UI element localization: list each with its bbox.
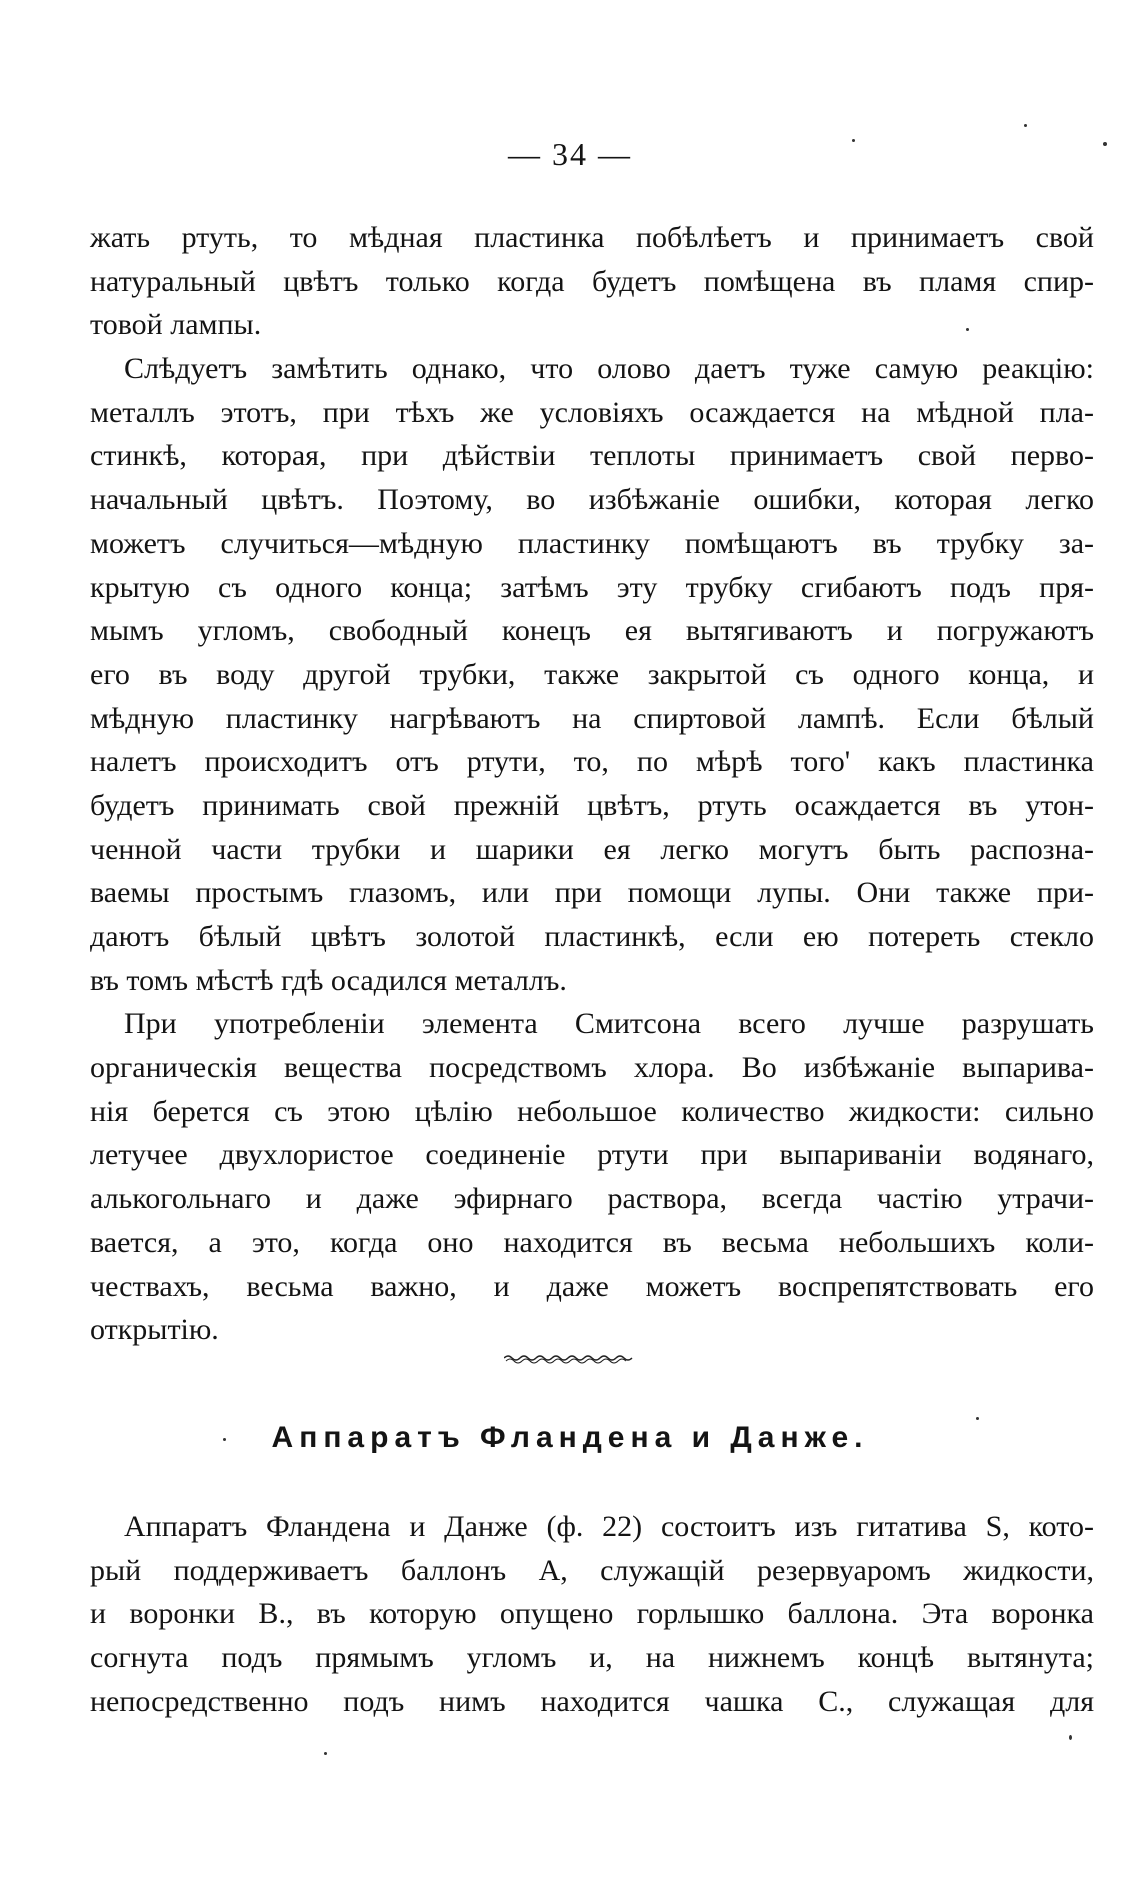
text-line: и воронки В., въ которую опущено горлышко баллона. Эта воронка: [90, 1597, 1094, 1631]
text-line: вается, а это, когда оно находится въ весьма небольшихъ коли-: [90, 1225, 1094, 1259]
text-line: въ томъ мѣстѣ гдѣ осадился металлъ.: [90, 963, 567, 997]
text-line: ченной части трубки и шарики ея легко могутъ быть распозна-: [90, 832, 1094, 866]
text-line: алькогольнаго и даже эфирнаго раствора, всегда частію утрачи-: [90, 1182, 1094, 1216]
body-text-lower: [90, 1505, 1094, 1723]
text-line: ваемы простымъ глазомъ, или при помощи лупы. Они также при-: [90, 876, 1094, 910]
scan-speck: [223, 1438, 226, 1441]
text-line: нія берется съ этою цѣлію небольшое количество жидкости: сильно: [90, 1094, 1094, 1128]
scan-speck: [1069, 1735, 1072, 1740]
text-line: крытую съ одного конца; затѣмъ эту трубку сгибаютъ подъ пря-: [90, 570, 1094, 604]
text-line: При употребленіи элемента Смитсона всего лучше разрушать: [124, 1007, 1094, 1041]
section-heading: Аппаратъ Фландена и Данже.: [271, 1421, 869, 1454]
scan-speck: [1103, 142, 1107, 146]
text-line: мымъ угломъ, свободный конецъ ея вытягиваютъ и погружаютъ: [90, 614, 1094, 648]
text-line: Аппаратъ Фландена и Данже (ф. 22) состоитъ изъ гитатива S, кото-: [124, 1510, 1094, 1543]
text-line: жать ртуть, то мѣдная пластинка побѣлѣетъ и принимаетъ свой: [90, 221, 1094, 254]
text-line: согнута подъ прямымъ угломъ и, на нижнемъ концѣ вытянута;: [90, 1641, 1094, 1675]
text-line: открытію.: [90, 1313, 219, 1347]
text-line: будетъ принимать свой прежній цвѣтъ, ртуть осаждается въ утон-: [90, 788, 1094, 822]
text-line: начальный цвѣтъ. Поэтому, во избѣжаніе ошибки, которая легко: [90, 483, 1094, 517]
text-line: рый поддерживаетъ баллонъ А, служащій резервуаромъ жидкости,: [90, 1553, 1094, 1587]
scan-speck: [324, 1752, 327, 1755]
scan-speck: [966, 328, 969, 331]
scan-speck: [1024, 124, 1027, 127]
text-line: Слѣдуетъ замѣтить однако, что олово даетъ туже самую реакцію:: [124, 352, 1094, 386]
scan-speck: [976, 1417, 979, 1420]
body-text-upper: [90, 216, 1094, 1352]
text-line: чествахъ, весьма важно, и даже можетъ воспрепятствовать его: [90, 1269, 1094, 1303]
text-line: даютъ бѣлый цвѣтъ золотой пластинкѣ, если ею потереть стекло: [90, 920, 1094, 953]
text-line: летучее двухлористое соединеніе ртути при выпариваніи водянаго,: [90, 1138, 1094, 1172]
text-line: мѣдную пластинку нагрѣваютъ на спиртовой лампѣ. Если бѣлый: [90, 701, 1094, 735]
page-number: — 34 —: [508, 136, 632, 172]
text-line: налетъ происходитъ отъ ртути, то, по мѣрѣ того' какъ пластинка: [90, 745, 1094, 779]
text-line: органическія вещества посредствомъ хлора. Во избѣжаніе выпарива-: [90, 1051, 1094, 1085]
text-line: его въ воду другой трубки, также закрытой съ одного конца, и: [90, 657, 1094, 691]
text-line: товой лампы.: [90, 308, 262, 342]
text-line: стинкѣ, которая, при дѣйствіи теплоты принимаетъ свой перво-: [90, 439, 1094, 473]
text-line: натуральный цвѣтъ только когда будетъ помѣщена въ пламя спир-: [90, 264, 1094, 298]
scan-speck: [852, 139, 855, 142]
text-line: металлъ этотъ, при тѣхъ же условіяхъ осаждается на мѣдной пла-: [90, 395, 1094, 429]
wavy-divider-ornament: [504, 1352, 634, 1364]
text-line: можетъ случиться—мѣдную пластинку помѣщаютъ въ трубку за-: [90, 526, 1094, 560]
text-line: непосредственно подъ нимъ находится чашка С., служащая для: [90, 1684, 1094, 1718]
